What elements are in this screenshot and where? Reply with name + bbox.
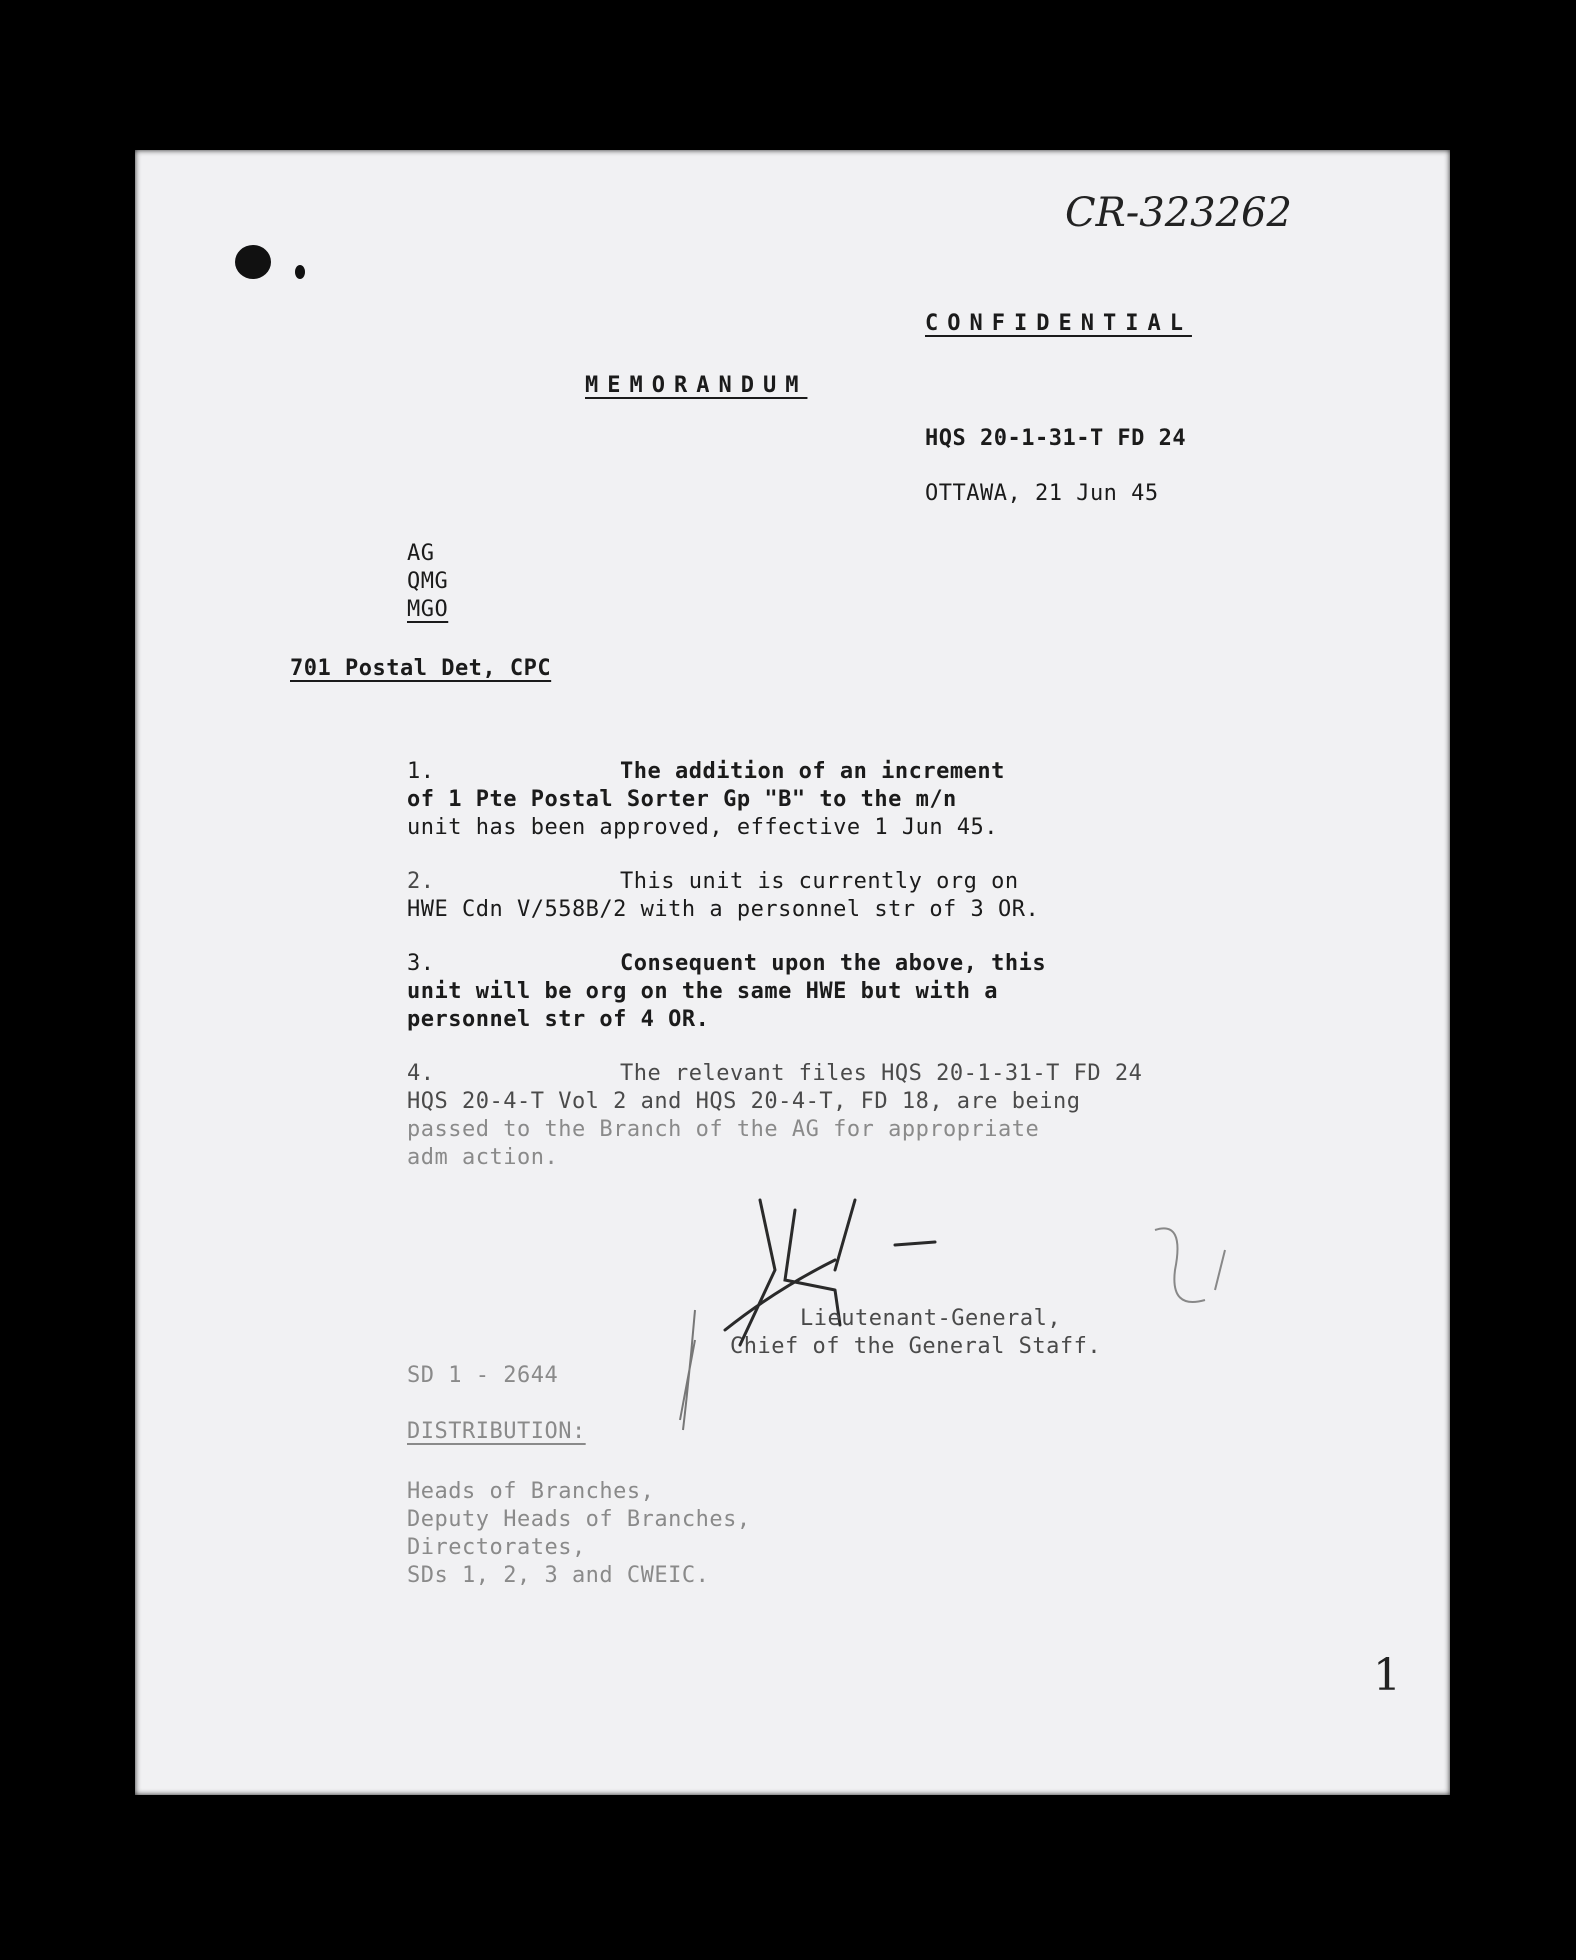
paragraph-line: unit has been approved, effective 1 Jun 45. — [407, 815, 999, 840]
paragraph-line: personnel str of 4 OR. — [407, 1007, 710, 1032]
place-date: OTTAWA, 21 Jun 45 — [925, 481, 1159, 506]
classification: CONFIDENTIAL — [925, 311, 1192, 336]
reference-line: SD 1 - 2644 — [407, 1363, 559, 1388]
paragraph-line: passed to the Branch of the AG for appropriate — [407, 1117, 1040, 1142]
paragraph-number: 3. — [407, 951, 435, 976]
paragraph-number: 1. — [407, 759, 435, 784]
addressee: QMG — [407, 569, 449, 594]
addressee: MGO — [407, 597, 449, 622]
signature-scribble — [135, 150, 1450, 1795]
paragraph-line: unit will be org on the same HWE but with a — [407, 979, 999, 1004]
document-page — [135, 150, 1450, 1795]
distribution-item: Heads of Branches, — [407, 1479, 655, 1504]
distribution-item: Deputy Heads of Branches, — [407, 1507, 751, 1532]
signature-title: Chief of the General Staff. — [730, 1334, 1102, 1359]
paragraph-line: adm action. — [407, 1145, 559, 1170]
paragraph-line: HWE Cdn V/558B/2 with a personnel str of 3 OR. — [407, 897, 1040, 922]
document-title: MEMORANDUM — [585, 373, 808, 398]
paragraph-line: This unit is currently org on — [620, 869, 1019, 894]
paragraph-line: The addition of an increment — [620, 759, 1005, 784]
page-mark: 1 — [1373, 1650, 1401, 1701]
addressee: AG — [407, 541, 435, 566]
paragraph-number: 2. — [407, 869, 435, 894]
signature-title: Lieutenant-General, — [800, 1306, 1062, 1331]
paragraph-line: HQS 20-4-T Vol 2 and HQS 20-4-T, FD 18, are being — [407, 1089, 1081, 1114]
distribution-heading: DISTRIBUTION: — [407, 1419, 586, 1444]
handwritten-reference: CR-323262 — [1065, 190, 1292, 236]
paragraph-line: of 1 Pte Postal Sorter Gp "B" to the m/n — [407, 787, 957, 812]
file-number: HQS 20-1-31-T FD 24 — [925, 426, 1187, 451]
distribution-item: SDs 1, 2, 3 and CWEIC. — [407, 1563, 710, 1588]
paragraph-number: 4. — [407, 1061, 435, 1086]
paragraph-line: The relevant files HQS 20-1-31-T FD 24 — [620, 1061, 1143, 1086]
distribution-item: Directorates, — [407, 1535, 586, 1560]
subject: 701 Postal Det, CPC — [290, 656, 552, 681]
paragraph-line: Consequent upon the above, this — [620, 951, 1047, 976]
